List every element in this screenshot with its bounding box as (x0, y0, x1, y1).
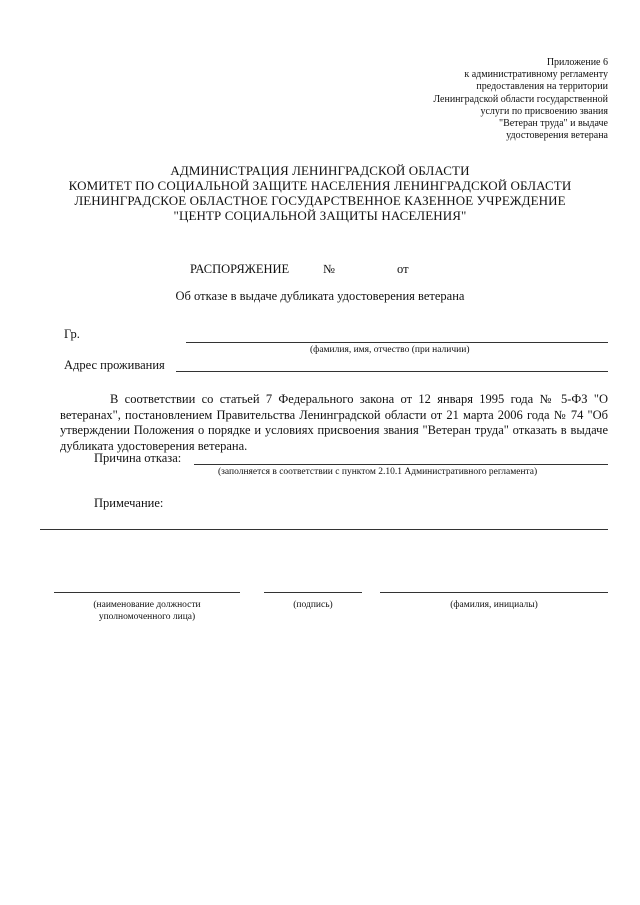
order-date-label: от (397, 262, 409, 276)
appendix-line: к административному регламенту (464, 69, 608, 81)
order-subject: Об отказе в выдаче дубликата удостоверения ветерана (175, 289, 465, 303)
decision-paragraph (60, 392, 608, 454)
address-line (176, 371, 608, 372)
decision-text: В соответствии со статьей 7 Федерального закона от 12 января 1995 года № 5-ФЗ "О ветеранах", постановлением Правительства Ленинградской области от 21 марта 2006 года № 74 "Об утверждении Положения о порядке и условиях присвоения звания "Ветеран труда" отказать в выдаче дубликата удостоверения ветерана. (60, 392, 608, 453)
reason-line (194, 464, 608, 465)
note-label: Примечание: (94, 496, 164, 510)
appendix-line: предоставления на территории (476, 81, 608, 93)
appendix-line: удостоверения ветерана (506, 130, 608, 142)
appendix-line: Ленинградской области государственной (433, 93, 608, 105)
reason-label: Причина отказа: (94, 451, 182, 465)
signature-hint: (подпись) (293, 600, 333, 610)
organization-header (0, 163, 640, 223)
header-line: ЛЕНИНГРАДСКОЕ ОБЛАСТНОЕ ГОСУДАРСТВЕННОЕ КАЗЕННОЕ УЧРЕЖДЕНИЕ (74, 193, 566, 208)
signature-line (264, 592, 362, 593)
citizen-name-hint: (фамилия, имя, отчество (при наличии) (310, 345, 470, 355)
header-line: АДМИНИСТРАЦИЯ ЛЕНИНГРАДСКОЙ ОБЛАСТИ (170, 163, 470, 178)
position-hint-line: уполномоченного лица) (98, 612, 196, 622)
appendix-line: "Ветеран труда" и выдаче (498, 118, 608, 130)
citizen-label: Гр. (64, 327, 80, 341)
citizen-name-line (186, 342, 608, 343)
header-line: КОМИТЕТ ПО СОЦИАЛЬНОЙ ЗАЩИТЕ НАСЕЛЕНИЯ ЛЕНИНГРАДСКОЙ ОБЛАСТИ (68, 178, 572, 193)
order-title: РАСПОРЯЖЕНИЕ (190, 262, 290, 276)
appendix-line: услуги по присвоению звания (480, 105, 608, 117)
full-name-line (380, 592, 608, 593)
order-number-label: № (323, 262, 335, 276)
reason-hint: (заполняется в соответствии с пунктом 2.10.1 Административного регламента) (218, 467, 538, 477)
full-name-hint: (фамилия, инициалы) (450, 600, 538, 610)
position-hint-line: (наименование должности (93, 600, 201, 610)
position-line (54, 592, 240, 593)
appendix-note (378, 57, 608, 142)
header-line: "ЦЕНТР СОЦИАЛЬНОЙ ЗАЩИТЫ НАСЕЛЕНИЯ" (173, 208, 467, 223)
position-hint (54, 599, 240, 623)
note-line (40, 529, 608, 530)
appendix-line: Приложение 6 (546, 57, 608, 68)
address-label: Адрес проживания (64, 358, 165, 372)
